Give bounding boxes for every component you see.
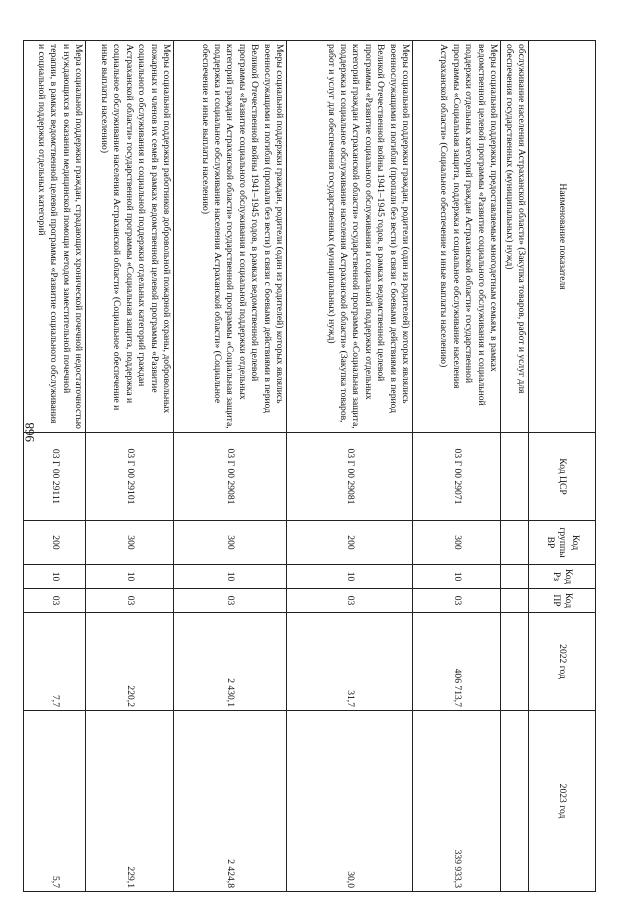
budget-table [23, 40, 596, 892]
row-pr: 03 [86, 589, 174, 613]
row-pr: 03 [24, 589, 86, 613]
header-csr: Код ЦСР [529, 433, 596, 521]
row-pr: 03 [174, 589, 287, 613]
row-csr: 03 Г 00 29101 [86, 433, 174, 521]
row-2023 [501, 711, 529, 892]
row-vr [501, 521, 529, 565]
row-2023: 5,7 [24, 711, 86, 892]
row-2023: 2 424,8 [174, 711, 287, 892]
row-vr: 200 [287, 521, 413, 565]
row-vr: 300 [413, 521, 501, 565]
row-2022: 31,7 [287, 613, 413, 711]
row-vr: 200 [24, 521, 86, 565]
row-csr [501, 433, 529, 521]
header-2022: 2022 год [529, 613, 596, 711]
row-2022: 7,7 [24, 613, 86, 711]
page-number: 968 [22, 422, 37, 442]
table-row [413, 41, 501, 892]
row-csr: 03 Г 00 29081 [174, 433, 287, 521]
row-csr: 03 Г 00 29071 [413, 433, 501, 521]
row-2022: 220,2 [86, 613, 174, 711]
row-2023: 339 933,3 [413, 711, 501, 892]
row-pr: 03 [413, 589, 501, 613]
table-row [174, 41, 287, 892]
table-header-row [529, 41, 596, 892]
row-vr: 300 [86, 521, 174, 565]
row-pr: 03 [287, 589, 413, 613]
row-pr [501, 589, 529, 613]
row-vr: 300 [174, 521, 287, 565]
row-2023: 229,1 [86, 711, 174, 892]
row-name: Меры социальной поддержки, предоставляемые многодетным семьям, в рамках ведомственной целевой программы «Развитие социального обслуживания и социальной поддержки отдельных категорий граждан Астраханской области» государственной программы «Социальная защита, поддержка и социальное обслуживание населения Астраханской области» (Социальное обеспечение и иные выплаты населению) [413, 41, 501, 433]
row-rz: 10 [86, 565, 174, 589]
row-rz: 10 [174, 565, 287, 589]
row-name: Меры социальной поддержки граждан, родители (один из родителей) которых являлись военнослужащими и погибли (пропали без вести) в связи с боевыми действиями в период Великой Отечественной войны 1941–1945 годов, в рамках ведомственной целевой программы «Развитие социального обслуживания и социальной поддержки отдельных категорий граждан Астраханской области» государственной программы «Социальная защита, поддержка и социальное обслуживание населения Астраханской области» (Социальное обеспечение и иные выплаты населению) [174, 41, 287, 433]
row-rz: 10 [24, 565, 86, 589]
row-name: обслуживание населения Астраханской области» (Закупка товаров, работ и услуг для обеспечения государственных (муниципальных) нужд) [501, 41, 529, 433]
header-name: Наименование показателя [529, 41, 596, 433]
row-name: Мера социальной поддержки граждан, страдающих хронической почечной недостаточностью и нуждающихся в оказании медицинской помощи методом заместительной почечной терапии, в рамках ведомственной целевой программы «Развитие социального обслуживания и социальной поддержки отдельных категорий [24, 41, 86, 433]
row-name: Меры социальной поддержки работников добровольной пожарной охраны, добровольных пожарных и членов их семей в рамках ведомственной целевой программы «Развитие социального обслуживания и социальной поддержки отдельных категорий граждан Астраханской области» государственной программы «Социальная защита, поддержка и социальное обслуживание населения Астраханской области» (Социальное обеспечение и иные выплаты населению) [86, 41, 174, 433]
header-rz: Код Рз [529, 565, 596, 589]
row-2023: 30,0 [287, 711, 413, 892]
row-2022 [501, 613, 529, 711]
row-csr: 03 Г 00 29081 [287, 433, 413, 521]
row-rz: 10 [413, 565, 501, 589]
table-row [287, 41, 413, 892]
row-name: Меры социальной поддержки граждан, родители (один из родителей) которых являлись военнослужащими и погибли (пропали без вести) в связи с боевыми действиями в период Великой Отечественной войны 1941–1945 годов, в рамках ведомственной целевой программы «Развитие социального обслуживания и социальной поддержки отдельных категорий граждан Астраханской области» государственной программы «Социальная защита, поддержка и социальное обслуживание населения Астраханской области» (Закупка товаров, работ и услуг для обеспечения государственных (муниципальных) нужд) [287, 41, 413, 433]
header-2023: 2023 год [529, 711, 596, 892]
table-row [501, 41, 529, 892]
row-2022: 406 713,7 [413, 613, 501, 711]
table-row [86, 41, 174, 892]
header-pr: Код ПР [529, 589, 596, 613]
row-rz [501, 565, 529, 589]
rotated-budget-table-page [35, 40, 596, 891]
table-row [24, 41, 86, 892]
row-csr: 03 Г 00 29111 [24, 433, 86, 521]
header-vr: Код группы ВР [529, 521, 596, 565]
row-rz: 10 [287, 565, 413, 589]
row-2022: 2 430,1 [174, 613, 287, 711]
